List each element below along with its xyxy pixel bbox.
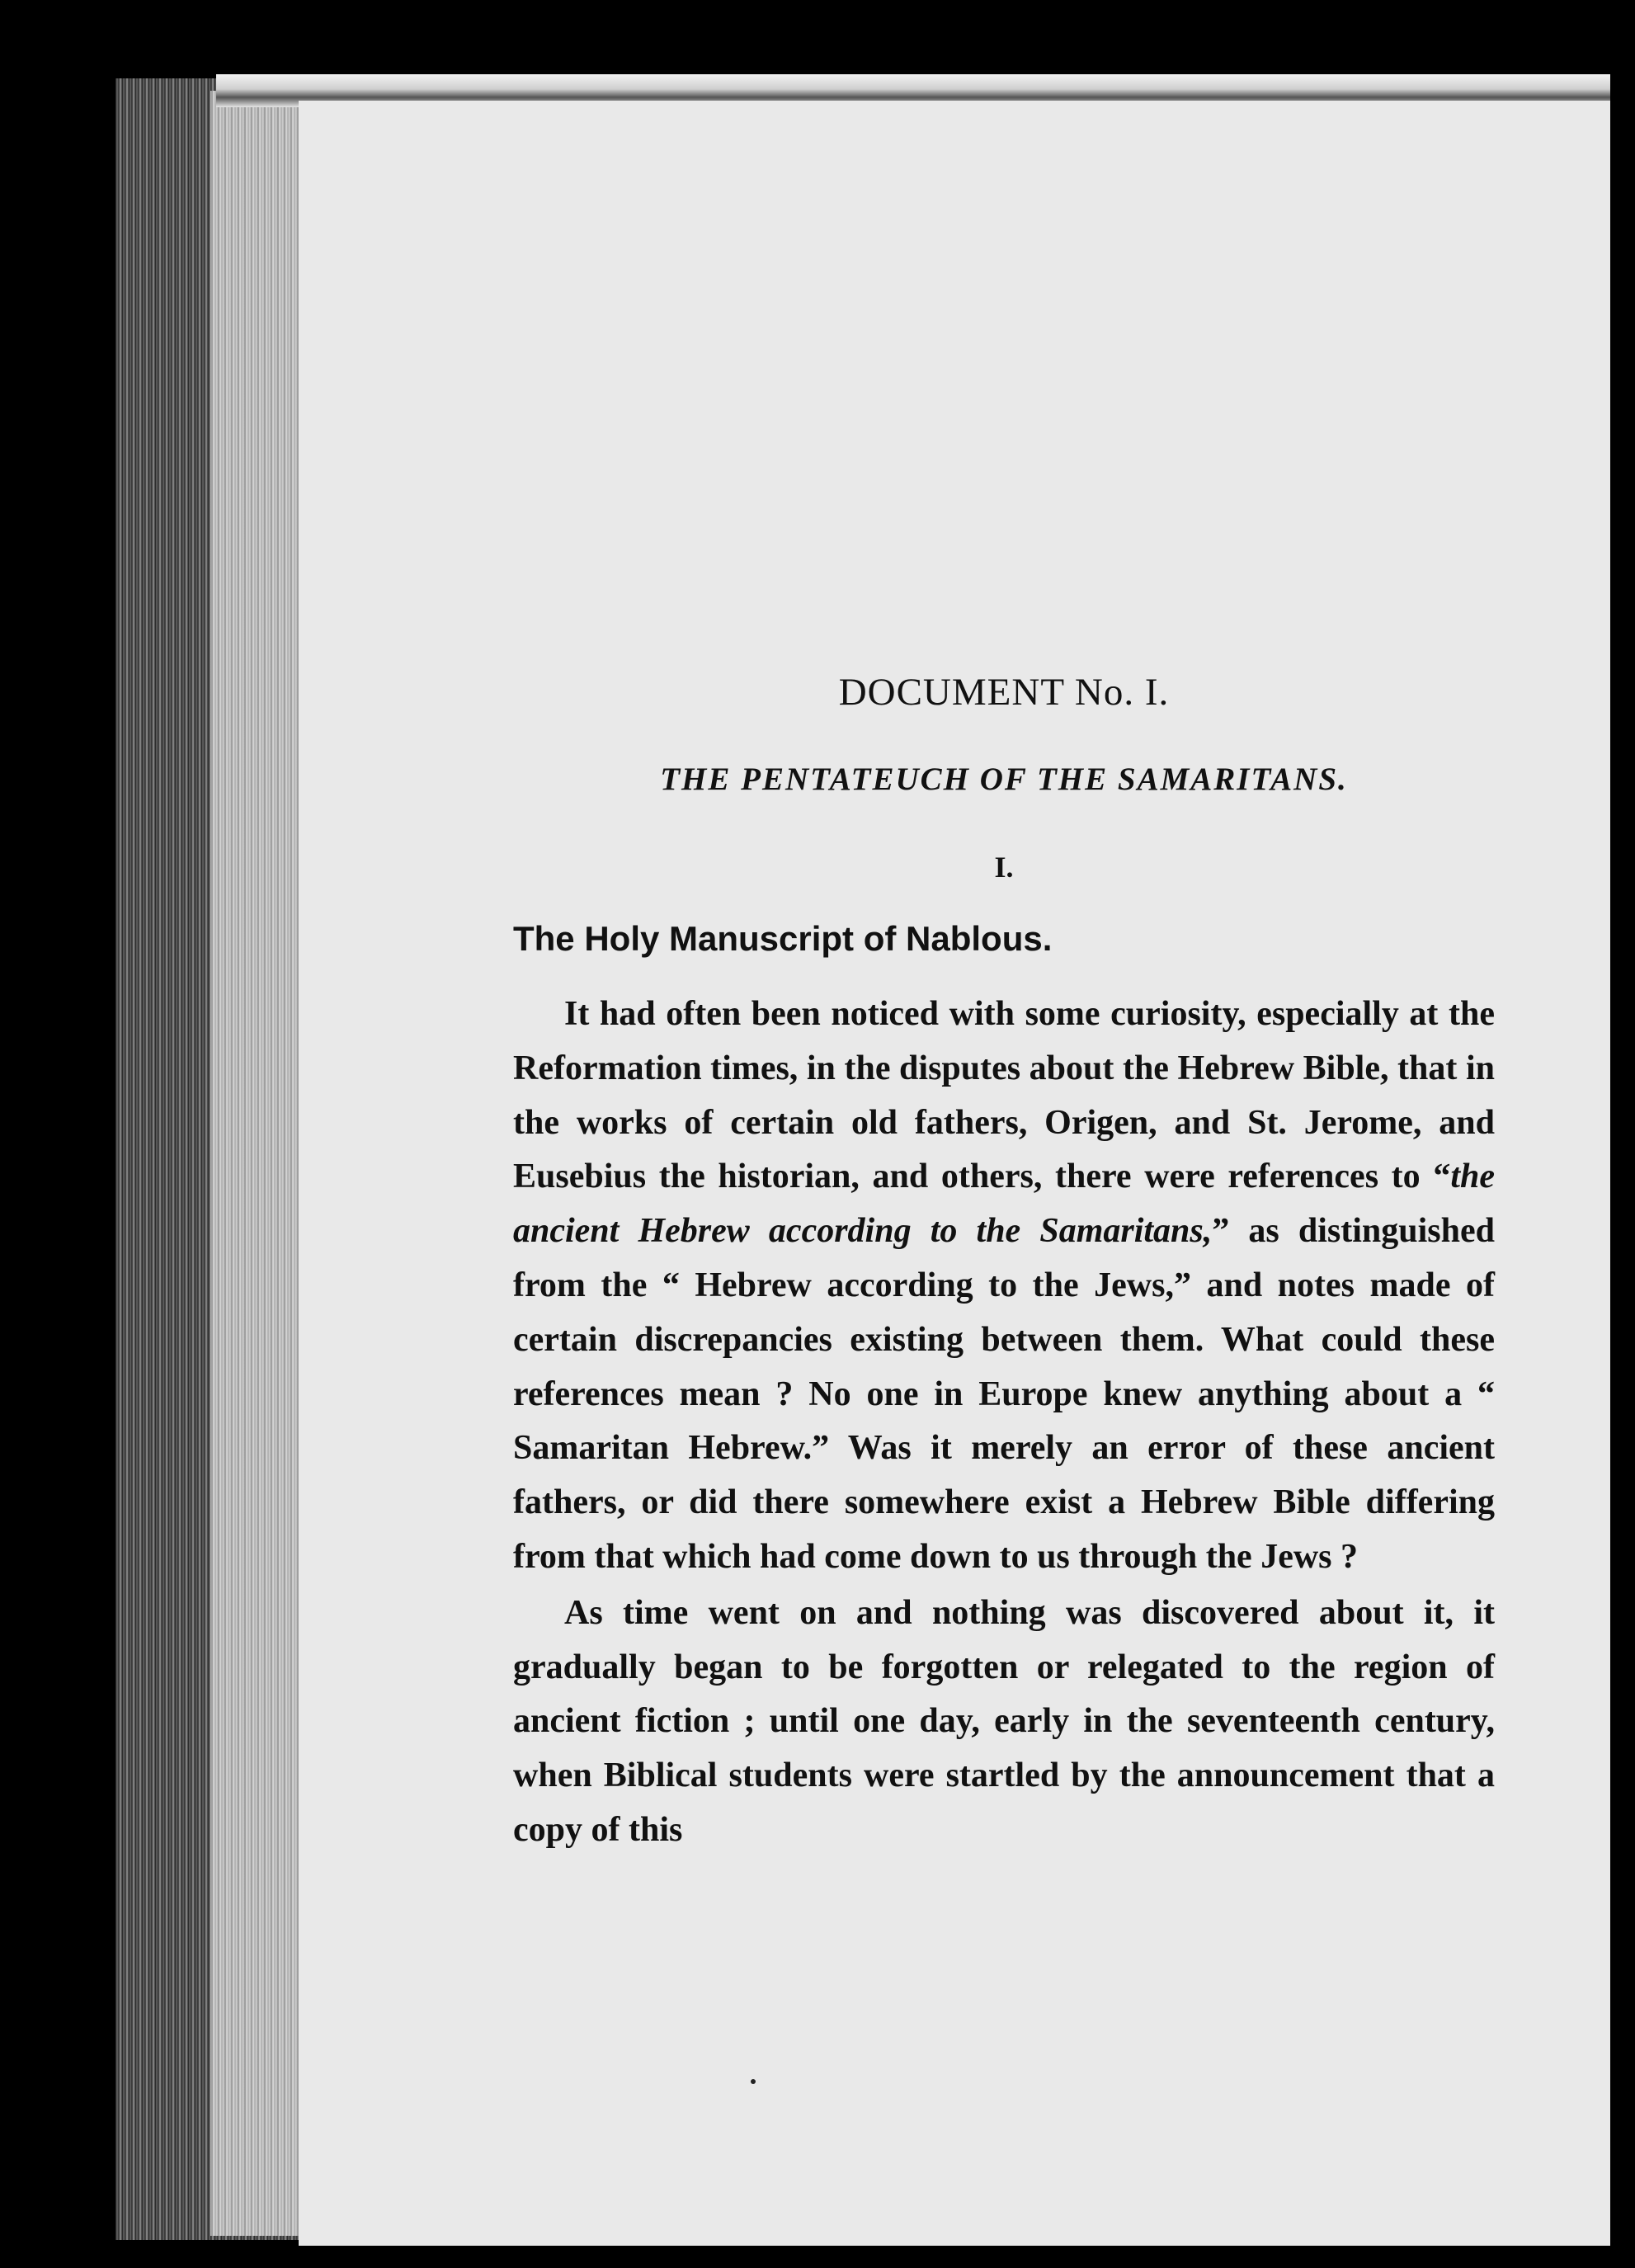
ink-speck [751,2079,756,2084]
book-page [299,101,1610,2246]
book-page-edges-inner [210,91,305,2236]
section-number: I. [994,851,1014,884]
paragraph-2: As time went on and nothing was discovered about it, it gradually began to be forgotten or relegated to the region of ancient fiction ; until one day, early in the seventeenth century, when Biblical students were startled by the announcement that a copy of this [513,1593,1495,1849]
paragraph-1 [513,988,1495,1585]
document-title: DOCUMENT No. I. [838,671,1170,714]
document-subtitle: THE PENTATEUCH OF THE SAMARITANS. [660,762,1348,797]
paragraph-1-text-b: ” as distinguished from the “ Hebrew according to the Jews,” and notes made of certain discrepancies existing between them. What could these references mean ? No one in Europe knew anything about a “ Samaritan Hebrew.” Was it merely an error of these ancient fathers, or did there somewhere exist a Hebrew Bible differing from that which had come down to us through the Jews ? [513,1212,1495,1576]
paragraph-1-text-a: It had often been noticed with some curiosity, especially at the Reformation times, in the disputes about the Hebrew Bible, that in the works of certain old fathers, Origen, and St. Jerome, and Eusebius the historian, and others, there were references to “ [513,995,1495,1196]
paragraph-1-italic-quote: the ancient Hebrew according to the Samaritans, [513,1158,1495,1251]
section-heading: The Holy Manuscript of Nablous. [513,919,1053,958]
body-text [513,988,1495,1858]
